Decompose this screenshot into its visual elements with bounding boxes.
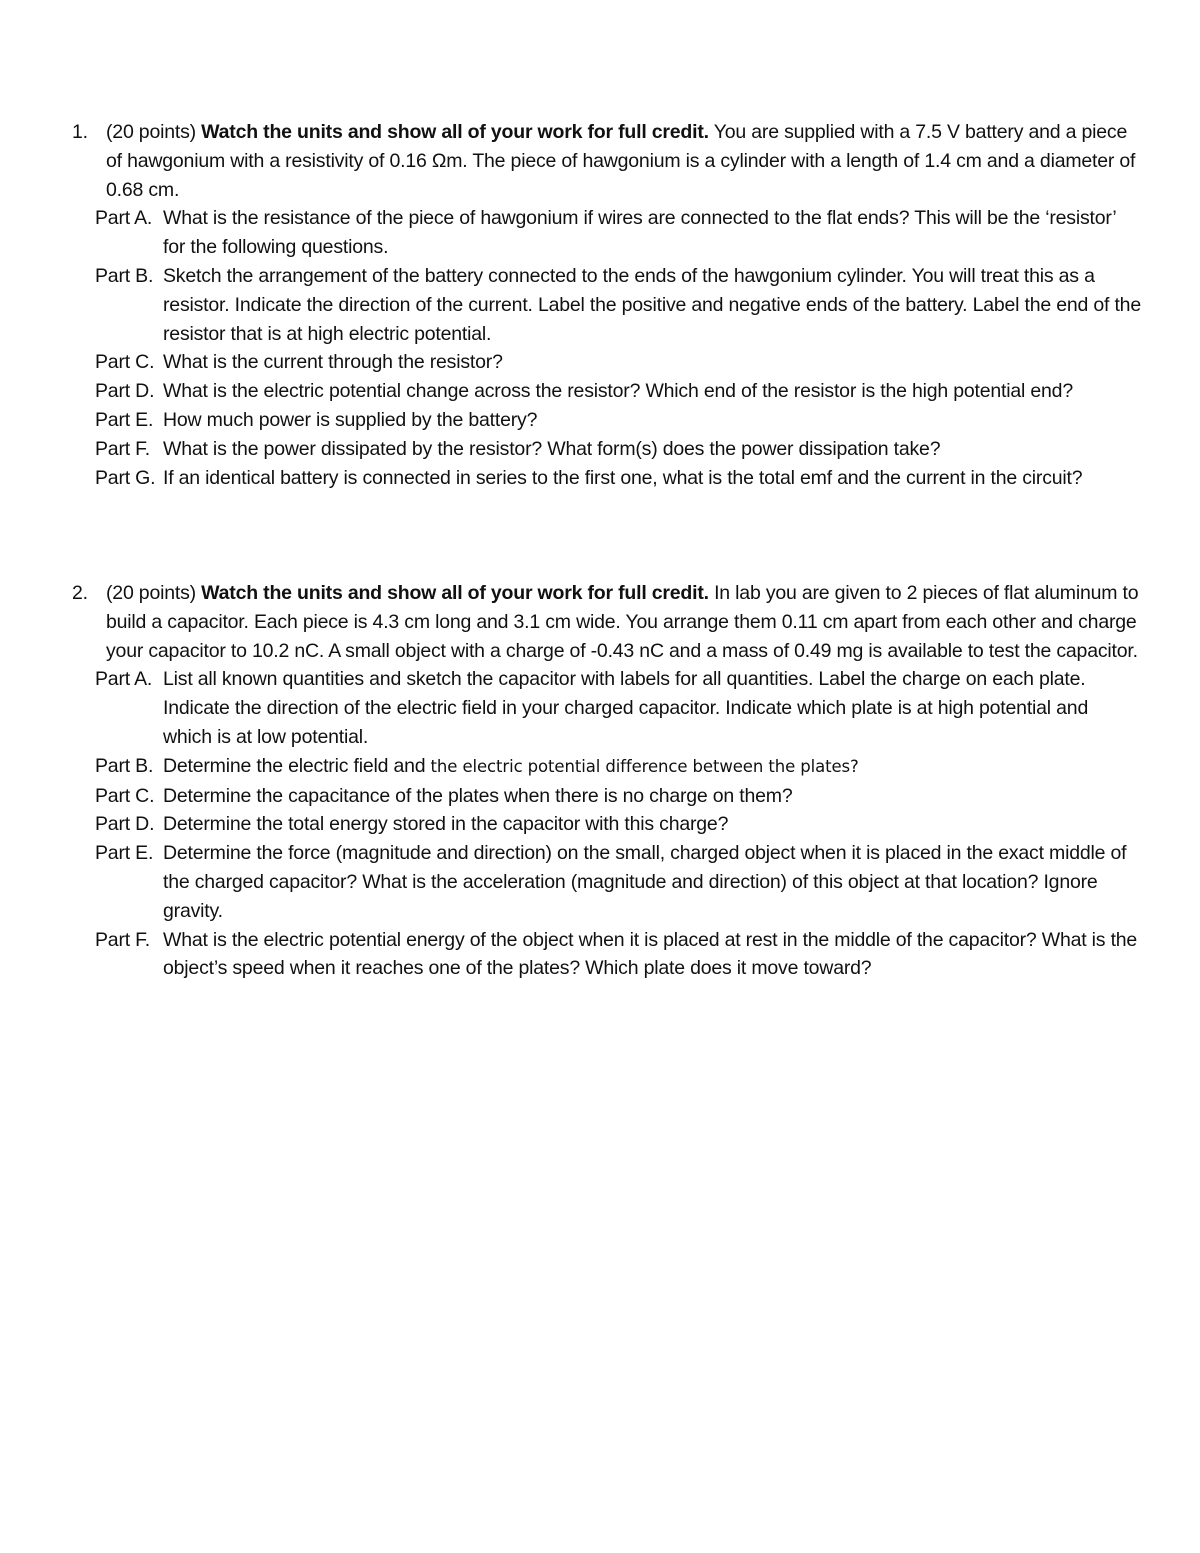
question-1-part-e bbox=[72, 406, 1142, 435]
part-label: Part B. bbox=[95, 264, 154, 287]
question-1-header bbox=[72, 118, 1142, 204]
part-label: Part E. bbox=[95, 408, 154, 431]
part-label: Part A. bbox=[95, 668, 153, 691]
part-text: List all known quantities and sketch the capacitor with labels for all quantities. Label the charge on each plate. Indicate the direction of the electric field in your charged capacitor. Indicate which plate is at high potential and which is at low potential. bbox=[163, 668, 1089, 748]
question-number: 1. bbox=[72, 121, 88, 143]
question-1-part-f bbox=[72, 435, 1142, 464]
question-points: (20 points) bbox=[106, 582, 196, 604]
question-2-part-a bbox=[72, 665, 1142, 751]
part-label: Part F. bbox=[95, 928, 150, 951]
question-2-part-b bbox=[72, 752, 1142, 782]
part-text: Determine the total energy stored in the capacitor with this charge? bbox=[163, 813, 729, 836]
question-2-part-c bbox=[72, 782, 1142, 811]
part-text: Determine the force (magnitude and direction) on the small, charged object when it is placed in the exact middle of the charged capacitor? What is the acceleration (magnitude and direction) of this object at that location? Ignore gravity. bbox=[163, 842, 1127, 922]
question-1-part-c bbox=[72, 348, 1142, 377]
part-text-continued: the electric potential difference between the plates? bbox=[425, 756, 859, 776]
part-label: Part G. bbox=[95, 466, 156, 489]
part-label: Part D. bbox=[95, 813, 155, 836]
part-text: Sketch the arrangement of the battery connected to the ends of the hawgonium cylinder. You will treat this as a resistor. Indicate the direction of the current. Label the positive and negative ends of the battery. Label the end of the resistor that is at high electric potential. bbox=[163, 264, 1141, 345]
part-text: What is the electric potential change across the resistor? Which end of the resistor is the high potential end? bbox=[163, 380, 1073, 403]
question-1-part-d bbox=[72, 377, 1142, 406]
part-text: Determine the capacitance of the plates when there is no charge on them? bbox=[163, 784, 793, 807]
part-text: Determine the electric field and bbox=[163, 754, 426, 777]
part-label: Part C. bbox=[95, 351, 155, 374]
question-instruction: Watch the units and show all of your work for full credit. bbox=[201, 121, 709, 143]
question-points: (20 points) bbox=[106, 121, 196, 143]
question-1-part-g bbox=[72, 464, 1142, 493]
part-label: Part A. bbox=[95, 207, 153, 230]
part-text: What is the power dissipated by the resistor? What form(s) does the power dissipation take? bbox=[163, 437, 941, 460]
part-text: What is the current through the resistor? bbox=[163, 351, 503, 374]
part-text: What is the resistance of the piece of hawgonium if wires are connected to the flat ends? This will be the ‘resistor’ for the following questions. bbox=[163, 207, 1116, 259]
part-text: What is the electric potential energy of the object when it is placed at rest in the middle of the capacitor? What is the object’s speed when it reaches one of the plates? Which plate does it move toward? bbox=[163, 928, 1138, 980]
part-label: Part E. bbox=[95, 842, 154, 865]
part-label: Part F. bbox=[95, 437, 150, 460]
part-label: Part C. bbox=[95, 784, 155, 807]
question-prompt: You are supplied with a 7.5 V battery and a piece of hawgonium with a resistivity of 0.16 Ωm. The piece of hawgonium is a cylinder with a length of 1.4 cm and a diameter of 0.68 cm. bbox=[106, 121, 1136, 201]
question-1 bbox=[72, 118, 1142, 492]
question-1-part-b bbox=[72, 262, 1142, 348]
part-label: Part B. bbox=[95, 754, 154, 777]
part-label: Part D. bbox=[95, 380, 155, 403]
question-2-part-f bbox=[72, 926, 1142, 984]
question-prompt: In lab you are given to 2 pieces of flat aluminum to build a capacitor. Each piece is 4.3 cm long and 3.1 cm wide. You arrange them 0.11 cm apart from each other and charge your capacitor to 10.2 nC. A small object with a charge of -0.43 nC and a mass of 0.49 mg is available to test the capacitor. bbox=[106, 582, 1139, 662]
question-number: 2. bbox=[72, 582, 88, 604]
part-text: If an identical battery is connected in series to the first one, what is the total emf and the current in the circuit? bbox=[163, 466, 1083, 489]
question-instruction: Watch the units and show all of your work for full credit. bbox=[201, 582, 709, 604]
question-2-header bbox=[72, 579, 1142, 665]
question-2-part-e bbox=[72, 839, 1142, 925]
question-2 bbox=[72, 579, 1142, 983]
question-2-part-d bbox=[72, 810, 1142, 839]
question-1-part-a bbox=[72, 204, 1142, 262]
part-text: How much power is supplied by the battery? bbox=[163, 408, 538, 431]
